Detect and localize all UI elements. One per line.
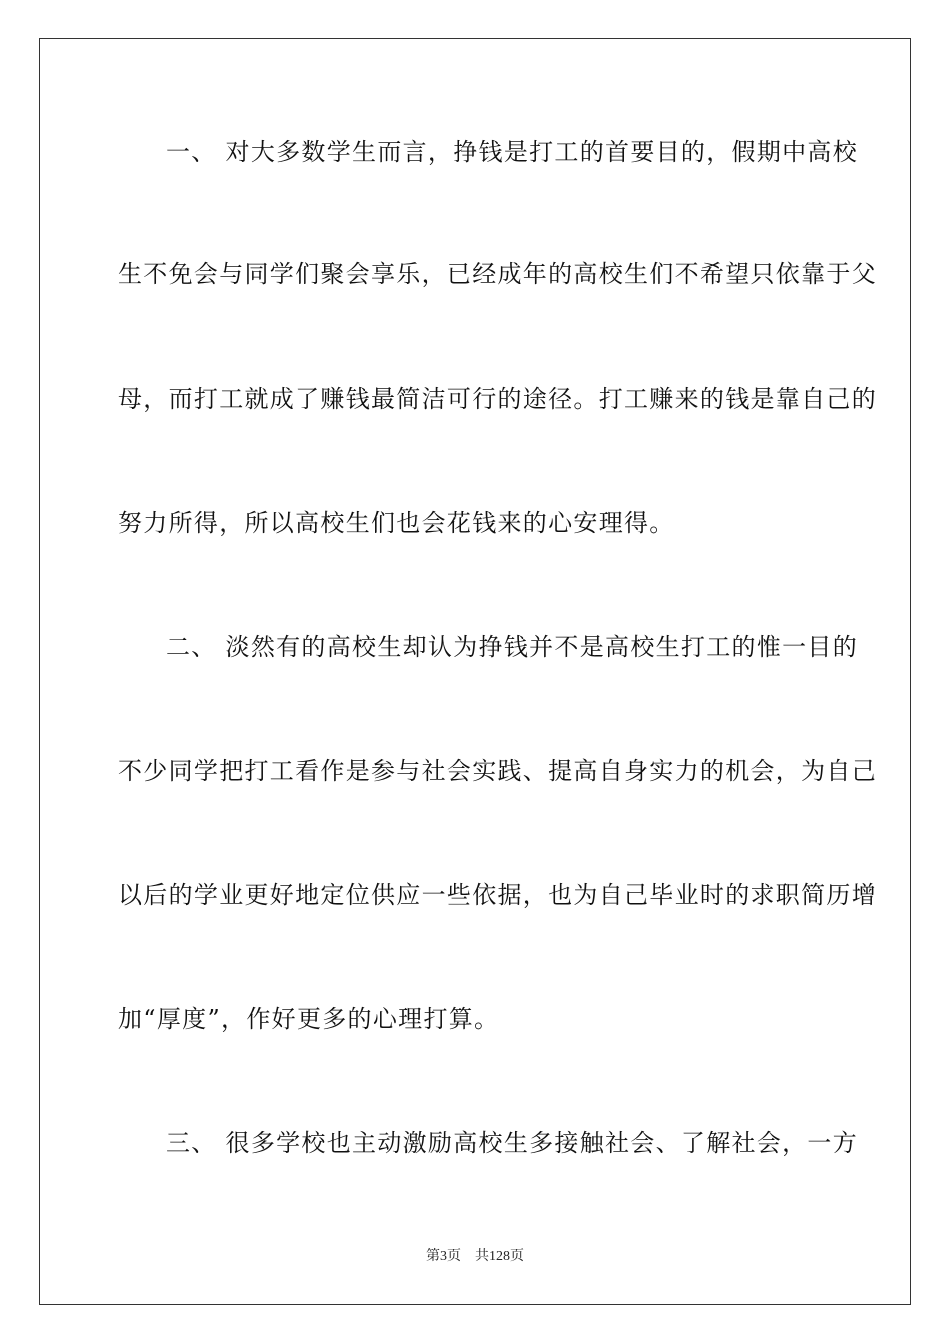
page-number: 第3页 [426,1249,461,1264]
paragraph-2-line-3: 以后的学业更好地定位供应一些依据，也为自己毕业时的求职简历增 [118,881,877,909]
page-footer [0,1248,950,1266]
page-border [39,38,911,1305]
paragraph-2-line-4: 加“厚度”，作好更多的心理打算。 [118,1005,500,1033]
paragraph-1-line-2: 生不免会与同学们聚会享乐，已经成年的高校生们不希望只依靠于父 [118,260,877,288]
paragraph-2-line-2: 不少同学把打工看作是参与社会实践、提高自身实力的机会，为自己 [118,757,877,785]
paragraph-1-line-4: 努力所得，所以高校生们也会花钱来的心安理得。 [118,509,675,537]
total-pages: 共128页 [475,1249,524,1264]
paragraph-1-line-3: 母，而打工就成了赚钱最简洁可行的途径。打工赚来的钱是靠自己的 [118,385,877,413]
paragraph-2-line-1: 二、 淡然有的高校生却认为挣钱并不是高校生打工的惟一目的 [166,633,859,661]
paragraph-3-line-1: 三、 很多学校也主动激励高校生多接触社会、了解社会，一方 [166,1129,859,1157]
paragraph-1-line-1: 一、 对大多数学生而言，挣钱是打工的首要目的，假期中高校 [166,138,859,166]
